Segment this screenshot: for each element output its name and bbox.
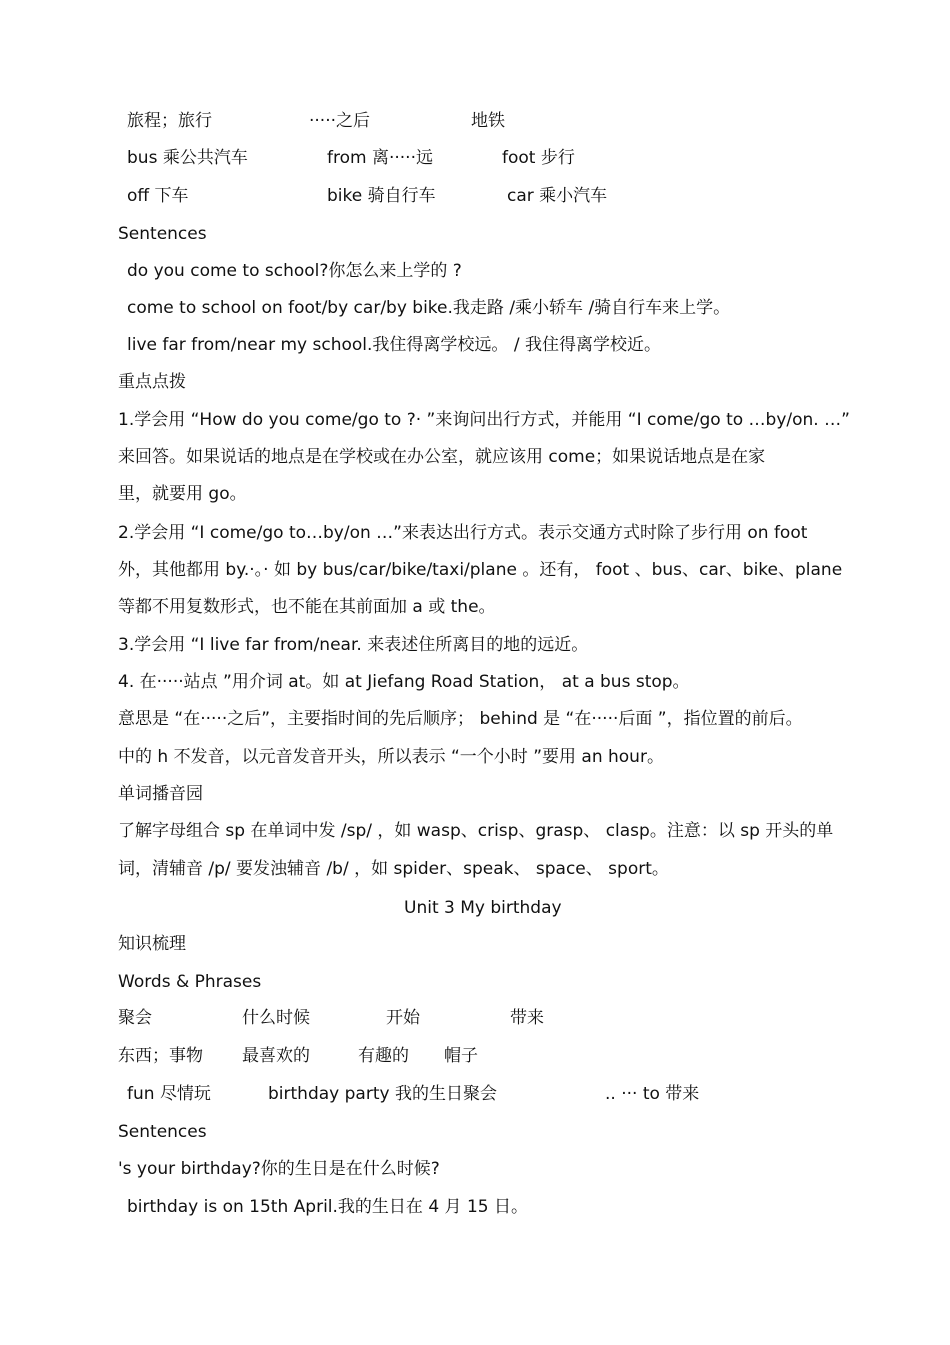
vocab-cell: 东西；事物 (118, 1046, 203, 1066)
key-point-line: 1.学会用 “How do you come/go to ?· ”来询问出行方式，并能用 “I come/go to …by/on. …” (118, 410, 850, 430)
vocab-cell: car 乘小汽车 (507, 186, 608, 206)
vocab-cell: fun 尽情玩 (127, 1084, 211, 1104)
vocab-cell: 什么时候 (242, 1008, 310, 1028)
vocab-cell: off 下车 (127, 186, 189, 206)
key-point-line: 来回答。如果说话的地点是在学校或在办公室，就应该用 come；如果说话地点是在家 (118, 447, 766, 467)
section-heading: 重点点拨 (118, 372, 186, 392)
key-point-line: 里，就要用 go。 (118, 484, 247, 504)
sentence-line: live far from/near my school.我住得离学校远。 / 我住得离学校近。 (127, 335, 661, 355)
key-point-line: 外，其他都用 by.·。· 如 by bus/car/bike/taxi/plane 。还有， foot 、bus、car、bike、plane (118, 560, 843, 580)
vocab-cell: ·····之后 (309, 111, 371, 131)
section-heading: Sentences (118, 224, 207, 244)
key-point-line: 中的 h 不发音，以元音发音开头，所以表示 “一个小时 ”要用 an hour。 (118, 747, 664, 767)
vocab-cell: birthday party 我的生日聚会 (268, 1084, 497, 1104)
vocab-cell: 旅程；旅行 (127, 111, 212, 131)
unit-title: Unit 3 My birthday (404, 898, 562, 918)
vocab-cell: 帽子 (444, 1046, 478, 1066)
vocab-cell: 有趣的 (358, 1046, 409, 1066)
vocab-cell: 开始 (386, 1008, 420, 1028)
vocab-cell: 聚会 (118, 1008, 152, 1028)
vocab-cell: 地铁 (471, 111, 505, 131)
vocab-cell: 带来 (510, 1008, 544, 1028)
sentence-line: do you come to school?你怎么来上学的 ? (127, 261, 462, 281)
key-point-line: 等都不用复数形式，也不能在其前面加 a 或 the。 (118, 597, 496, 617)
phonics-line: 了解字母组合 sp 在单词中发 /sp/ ，如 wasp、crisp、grasp、 clasp。注意：以 sp 开头的单 (118, 821, 834, 841)
vocab-cell: foot 步行 (502, 148, 575, 168)
phonics-line: 词，清辅音 /p/ 要发浊辅音 /b/ ，如 spider、speak、 space、 sport。 (118, 859, 669, 879)
vocab-cell: bus 乘公共汽车 (127, 148, 248, 168)
vocab-cell: bike 骑自行车 (327, 186, 436, 206)
section-heading: 单词播音园 (118, 784, 203, 804)
vocab-cell: .. ··· to 带来 (605, 1084, 700, 1104)
section-heading: Words & Phrases (118, 972, 262, 992)
key-point-line: 2.学会用 “I come/go to…by/on …”来表达出行方式。表示交通方式时除了步行用 on foot (118, 523, 808, 543)
key-point-line: 4. 在·····站点 ”用介词 at。如 at Jiefang Road Station， at a bus stop。 (118, 672, 690, 692)
vocab-cell: from 离·····远 (327, 148, 433, 168)
sentence-line: 's your birthday?你的生日是在什么时候? (118, 1159, 440, 1179)
key-point-line: 3.学会用 “I live far from/near. 来表述住所离目的地的远近。 (118, 635, 589, 655)
sentence-line: come to school on foot/by car/by bike.我走路 /乘小轿车 /骑自行车来上学。 (127, 298, 731, 318)
vocab-cell: 最喜欢的 (242, 1046, 310, 1066)
key-point-line: 意思是 “在·····之后”，主要指时间的先后顺序； behind 是 “在·····后面 ”，指位置的前后。 (118, 709, 803, 729)
section-heading: 知识梳理 (118, 934, 186, 954)
section-heading: Sentences (118, 1122, 207, 1142)
sentence-line: birthday is on 15th April.我的生日在 4 月 15 日。 (127, 1197, 528, 1217)
